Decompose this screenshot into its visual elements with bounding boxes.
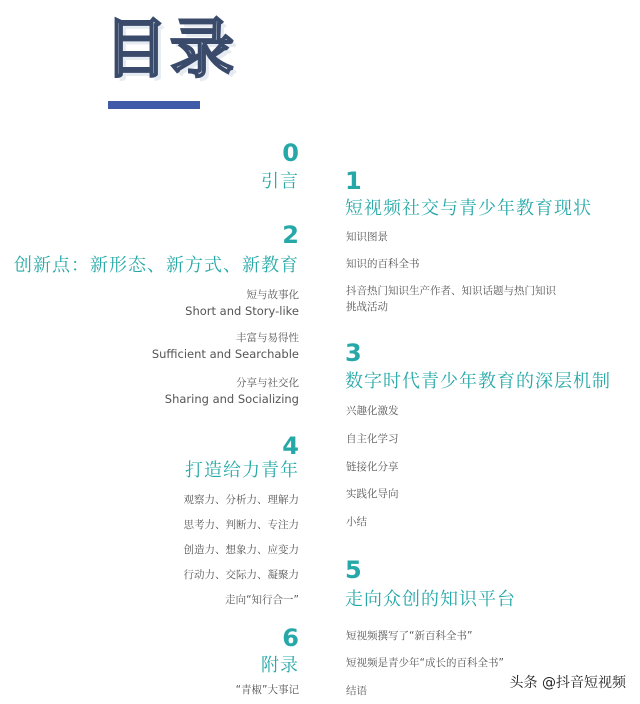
section-5-item[interactable]: 短视频是青少年“成长的百科全书” bbox=[346, 657, 504, 669]
title-underline bbox=[108, 101, 200, 109]
section-1-item[interactable]: 挑战活动 bbox=[346, 301, 388, 313]
section-4-number: 4 bbox=[282, 432, 299, 460]
page-title: 目录 bbox=[104, 13, 236, 87]
section-2-item-en[interactable]: Sharing and Socializing bbox=[164, 392, 299, 406]
section-2-item-en[interactable]: Short and Story-like bbox=[185, 304, 299, 318]
section-4-item[interactable]: 观察力、分析力、理解力 bbox=[183, 494, 299, 506]
section-1-item[interactable]: 知识图景 bbox=[346, 231, 388, 243]
section-2-item-zh[interactable]: 分享与社交化 bbox=[236, 377, 299, 389]
section-3-number: 3 bbox=[345, 339, 362, 367]
section-1-title[interactable]: 短视频社交与青少年教育现状 bbox=[345, 198, 592, 219]
section-4-item[interactable]: 走向“知行合一” bbox=[225, 594, 299, 606]
section-1-item[interactable]: 知识的百科全书 bbox=[346, 258, 420, 270]
section-4-item[interactable]: 思考力、判断力、专注力 bbox=[183, 519, 299, 531]
section-0-number: 0 bbox=[282, 139, 299, 167]
section-5-item[interactable]: 结语 bbox=[346, 685, 367, 697]
section-1-item[interactable]: 抖音热门知识生产作者、知识话题与热门知识 bbox=[346, 285, 556, 297]
section-2-title[interactable]: 创新点：新形态、新方式、新教育 bbox=[14, 255, 299, 276]
section-6-number: 6 bbox=[282, 624, 299, 652]
watermark: 头条 @抖音短视频 bbox=[509, 675, 626, 691]
section-4-item[interactable]: 行动力、交际力、凝聚力 bbox=[183, 569, 299, 581]
section-5-number: 5 bbox=[345, 556, 362, 584]
section-3-item[interactable]: 自主化学习 bbox=[346, 433, 399, 445]
section-6-item[interactable]: “青椒”大事记 bbox=[235, 684, 299, 696]
section-3-item[interactable]: 兴趣化激发 bbox=[346, 405, 399, 417]
section-5-item[interactable]: 短视频撰写了“新百科全书” bbox=[346, 630, 473, 642]
section-3-item[interactable]: 链接化分享 bbox=[346, 461, 399, 473]
section-2-item-zh[interactable]: 丰富与易得性 bbox=[236, 332, 299, 344]
section-2-number: 2 bbox=[282, 221, 299, 249]
section-4-title[interactable]: 打造给力青年 bbox=[185, 460, 299, 481]
section-3-item[interactable]: 实践化导向 bbox=[346, 488, 399, 500]
section-3-item[interactable]: 小结 bbox=[346, 516, 367, 528]
section-4-item[interactable]: 创造力、想象力、应变力 bbox=[183, 544, 299, 556]
section-6-title[interactable]: 附录 bbox=[261, 655, 299, 676]
section-1-number: 1 bbox=[345, 167, 362, 195]
section-5-title[interactable]: 走向众创的知识平台 bbox=[345, 589, 516, 610]
section-2-item-zh[interactable]: 短与故事化 bbox=[246, 289, 299, 301]
section-0-title[interactable]: 引言 bbox=[261, 171, 299, 192]
section-2-item-en[interactable]: Sufficient and Searchable bbox=[151, 347, 299, 361]
section-3-title[interactable]: 数字时代青少年教育的深层机制 bbox=[345, 371, 611, 392]
